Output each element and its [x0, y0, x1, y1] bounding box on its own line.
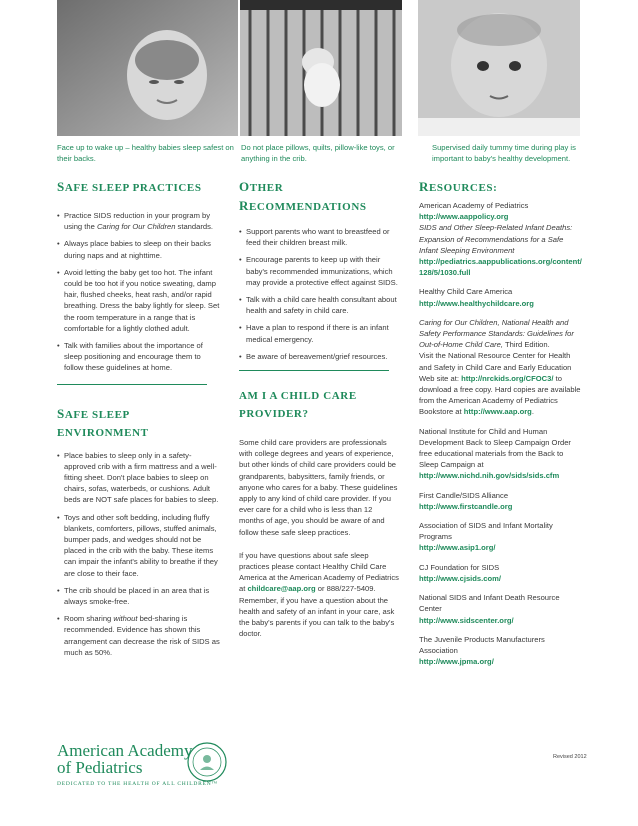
aap-seal-icon	[187, 742, 227, 782]
logo-tagline: DEDICATED TO THE HEALTH OF ALL CHILDREN™	[57, 781, 218, 787]
list-item: • Talk with families about the importance of sleep positioning and encourage them to follow these guidelines at home.	[57, 340, 220, 374]
list-item: • Avoid letting the baby get too hot. The infant could be too hot if you notice sweating, damp hair, flushed cheeks, heat rash, and/or rapid breathing. Dress the baby lightly for sleep. Set the room temperature in a range that is comfortable for a lightly clothed adult.	[57, 267, 220, 334]
aap-org-link[interactable]: http://www.aap.org	[463, 407, 532, 417]
resource-cj	[419, 562, 584, 584]
resource-name: CJ Foundation for SIDS	[419, 562, 500, 572]
list-item: • Encourage parents to keep up with their baby's recommended immunizations, which may provide a protective effect against SIDS.	[239, 254, 399, 288]
jpma-link[interactable]: http://www.jpma.org/	[419, 657, 494, 667]
list-item: • Talk with a child care health consultant about health and safety in child care.	[239, 294, 399, 316]
aap-policy-link[interactable]: http://www.aappolicy.org	[419, 212, 509, 222]
resource-aap	[419, 200, 584, 278]
resource-name: National SIDS and Infant Death Resource Center	[419, 593, 560, 614]
resource-hcca	[419, 286, 584, 308]
safe-sleep-environment-list	[57, 450, 220, 658]
list-item: • Have a plan to respond if there is an infant medical emergency.	[239, 322, 399, 344]
list-item: • Room sharing without bed-sharing is recommended. Evidence has shown this arrangement can decrease the risk of SIDS as much as 50%.	[57, 613, 220, 658]
list-item: • Support parents who want to breastfeed or feed their children breast milk.	[239, 226, 399, 248]
section-divider	[239, 370, 389, 371]
resource-cfoc	[419, 317, 584, 418]
resource-title: SIDS and Other Sleep-Related Infant Deaths: Expansion of Recommendations for a Safe Infant Sleeping Environment	[419, 223, 573, 255]
nichd-link[interactable]: http://www.nichd.nih.gov/sids/sids.cfm	[419, 471, 560, 481]
provider-contact-paragraph: If you have questions about safe sleep practices please contact Healthy Child Care America at the American Academy of Pediatrics at childcare@aap.org or 888/227-5409. Remember, if you have a question about the health and safety of an infant in your care, ask the baby's parents if you can talk to the baby's doctor.	[239, 550, 399, 639]
asip-link[interactable]: http://www.asip1.org/	[419, 543, 496, 553]
resource-name: American Academy of Pediatrics	[419, 201, 529, 210]
resource-text: National Institute for Child and Human Development Back to Sleep Campaign Order free educational materials from the Back to Sleep Campaign at	[419, 426, 571, 470]
other-recommendations-list	[239, 226, 399, 362]
firstcandle-link[interactable]: http://www.firstcandle.org	[419, 501, 513, 511]
sidscenter-link[interactable]: http://www.sidscenter.org/	[419, 615, 514, 625]
resource-name: Association of SIDS and Infant Mortality Programs	[419, 521, 553, 542]
baby-in-crib-photo	[240, 0, 402, 136]
section-divider	[57, 384, 207, 385]
childcare-email-link[interactable]: childcare@aap.org	[247, 584, 316, 594]
resource-name: Healthy Child Care America	[419, 287, 513, 297]
safe-sleep-environment-heading: SAFE SLEEP ENVIRONMENT	[57, 405, 149, 439]
resource-edition: Third Edition.	[502, 340, 550, 350]
list-item: • Be aware of bereavement/grief resources.	[239, 351, 399, 362]
resource-title: Caring for Our Children, National Health and Safety Performance Standards: Guidelines for Out-of-Home Child Care,	[419, 317, 574, 350]
resource-text: Visit the National Resource Center for Health and Safety in Child Care and Early Education Web site at:	[419, 351, 572, 383]
baby-sleeping-on-back-photo	[57, 0, 238, 136]
resource-asip	[419, 520, 584, 554]
list-item: • Always place babies to sleep on their backs during naps and at nighttime.	[57, 238, 220, 260]
cjsids-link[interactable]: http://www.cjsids.com/	[419, 573, 501, 583]
photo-caption-crib-items: Do not place pillows, quilts, pillow-like toys, or anything in the crib.	[241, 143, 395, 163]
photo-caption-tummy-time: Supervised daily tummy time during play is important to baby's healthy development.	[432, 143, 576, 163]
safe-sleep-practices-list	[57, 210, 220, 374]
safe-sleep-practices-heading: SAFE SLEEP PRACTICES	[57, 179, 202, 194]
column-resources	[419, 178, 584, 675]
photo-caption-back-sleeping: Face up to wake up – healthy babies sleep safest on their backs.	[57, 143, 234, 163]
logo-line: American Academy	[57, 741, 193, 760]
list-item: • Practice SIDS reduction in your program by using the Caring for Our Children standards.	[57, 210, 220, 232]
hcca-link[interactable]: http://www.healthychildcare.org	[419, 298, 534, 308]
resource-name: First Candle/SIDS Alliance	[419, 490, 509, 500]
resource-first-candle	[419, 490, 584, 512]
list-item: • Toys and other soft bedding, including fluffy blankets, comforters, pillows, stuffed animals, bumper pads, and wedges should not be placed in the crib with the baby. These items can impair the infant's ability to breathe if they are close to their face.	[57, 512, 220, 579]
resource-text: .	[531, 407, 534, 417]
resource-text: to download a free copy. Hard copies are available from the American Academy of Pediatrics Bookstore at	[419, 373, 581, 417]
resources-heading: RESOURCES:	[419, 179, 498, 194]
other-recommendations-heading: OTHER RECOMMENDATIONS	[239, 179, 367, 213]
logo-wordmark	[57, 742, 307, 776]
column-recommendations	[239, 178, 399, 639]
child-care-provider-heading: AM I A CHILD CARE PROVIDER?	[239, 390, 357, 421]
resource-jpma	[419, 634, 584, 668]
aap-pub-link[interactable]: http://pediatrics.aappublications.org/content/128/5/1030.full	[419, 257, 582, 278]
aap-logo	[57, 742, 307, 812]
resource-name: The Juvenile Products Manufacturers Association	[419, 634, 545, 655]
resource-nsid	[419, 592, 584, 626]
logo-line: of Pediatrics	[57, 758, 143, 777]
list-item: • Place babies to sleep only in a safety-approved crib with a firm mattress and a well-fitting sheet. Don't place babies to sleep on chairs, sofas, waterbeds, or cushions. Adult beds are NOT safe places for babies to sleep.	[57, 450, 220, 506]
nrckids-link[interactable]: http://nrckids.org/CFOC3/	[461, 373, 554, 383]
revised-date: Revised 2012	[553, 754, 587, 760]
resource-nichd	[419, 426, 584, 482]
baby-tummy-time-photo	[418, 0, 580, 136]
provider-paragraph: Some child care providers are professionals with college degrees and years of experience, but other kinds of child care providers could be grandparents, babysitters, family friends, or anyone who cares for a baby. These guidelines apply to any kind of child care provider. If you ever care for a child who is less than 12 months of age, you should be aware of and follow these safe sleep practices.	[239, 438, 398, 537]
list-item: • The crib should be placed in an area that is always smoke-free.	[57, 585, 220, 607]
column-safe-sleep	[57, 178, 220, 664]
